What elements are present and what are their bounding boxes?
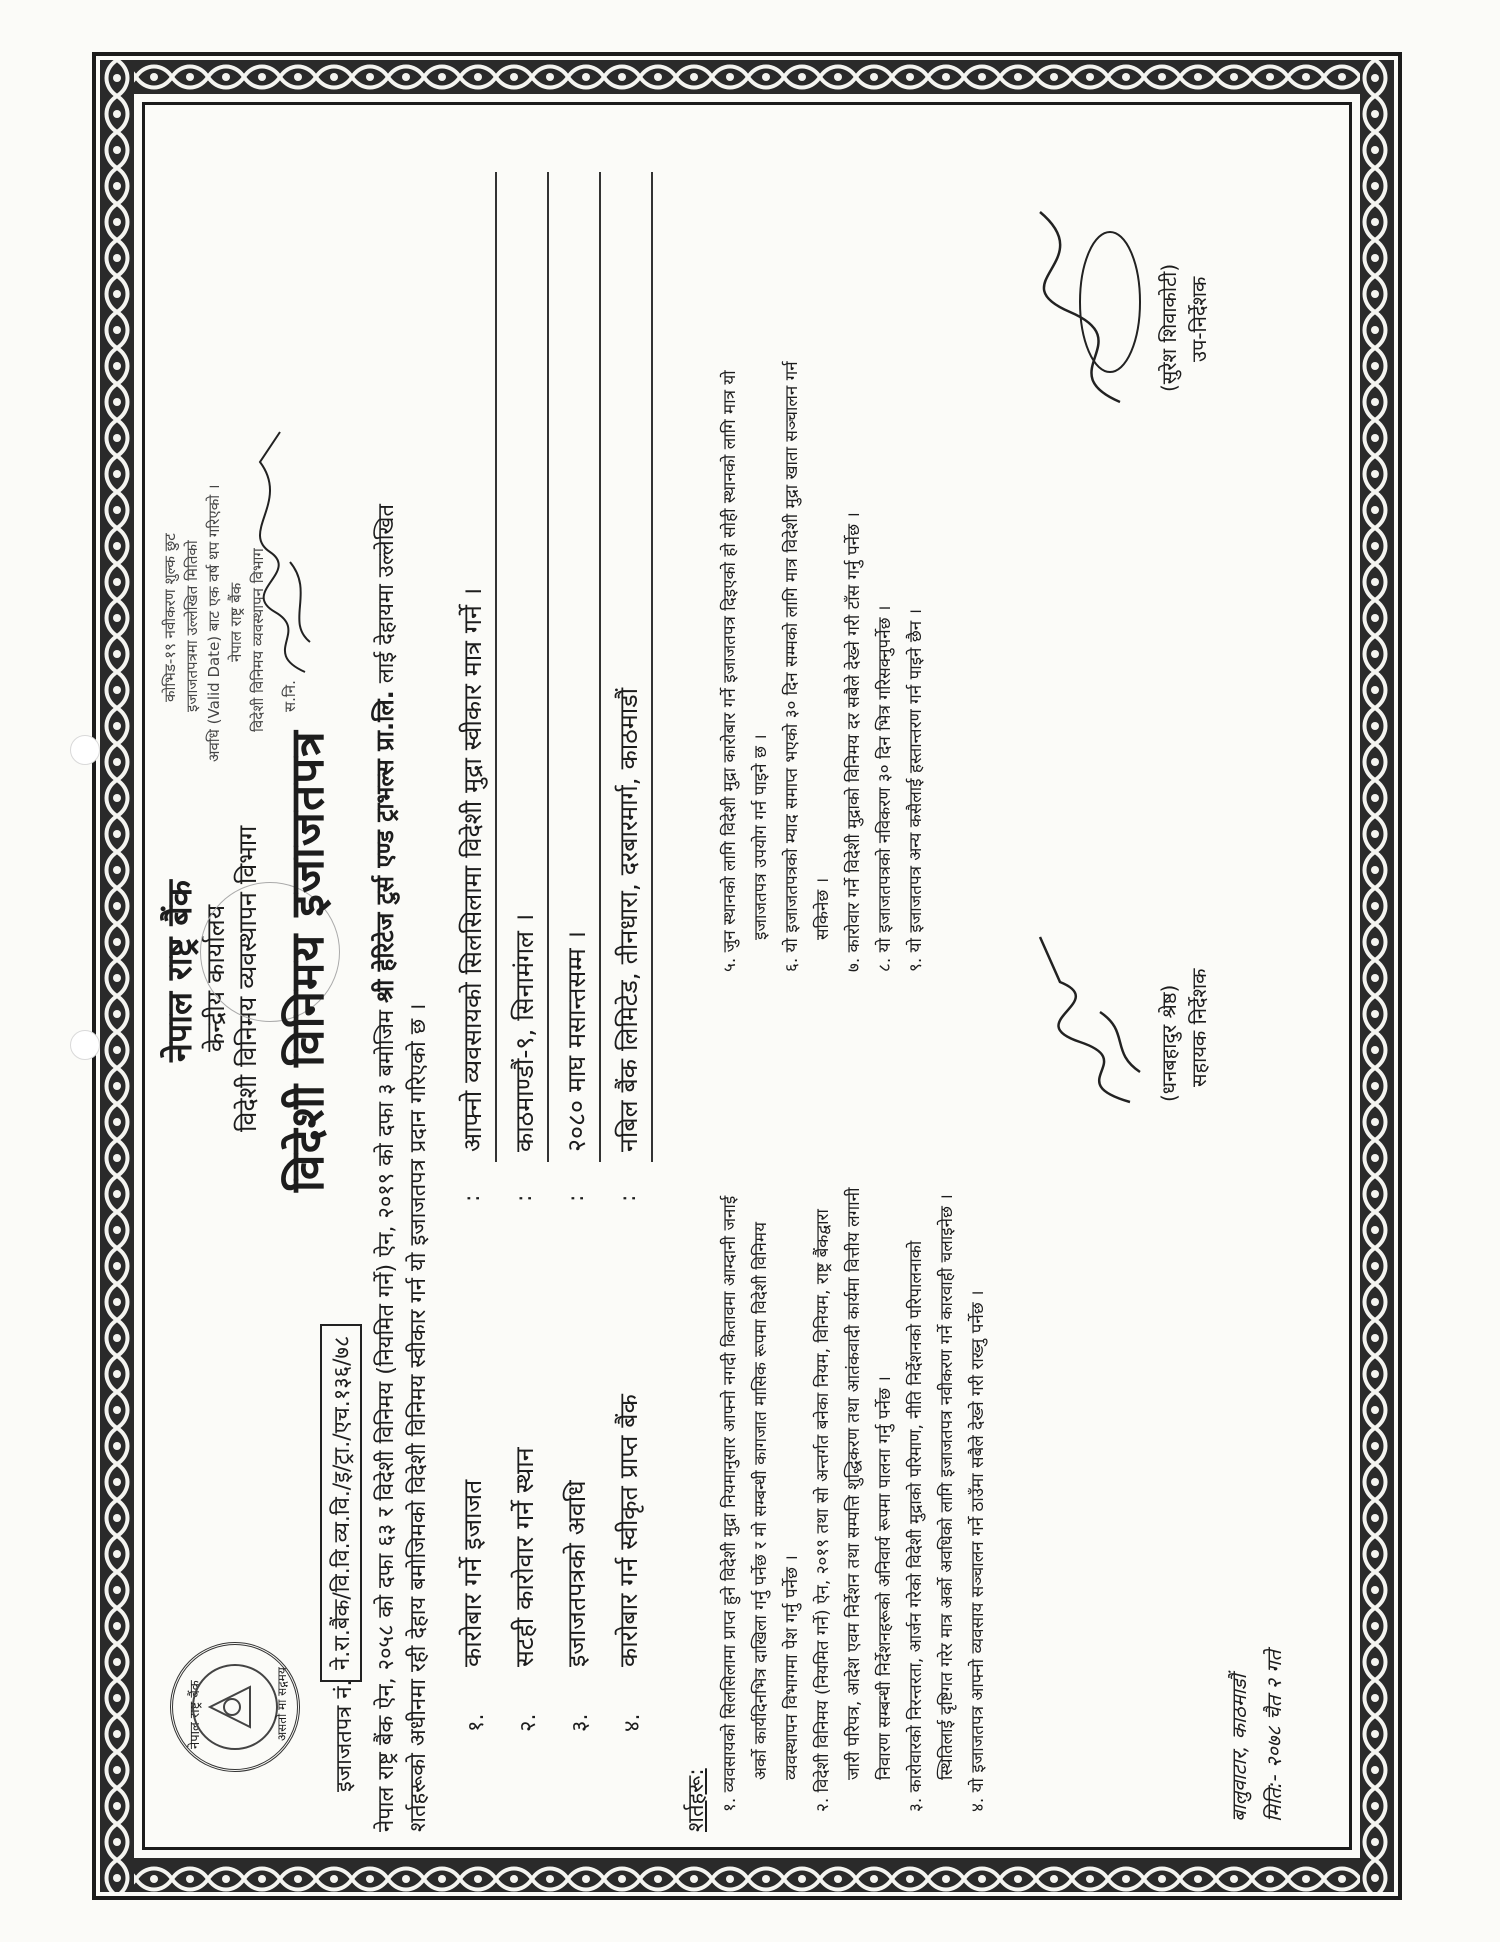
condition-8-line-1: यो इजाजतपत्रको नविकरण ३० दिन भित्र गरिसक्नुपर्नेछ । [875,605,895,953]
field-1-colon: : [460,1194,485,1202]
stamp-line-2: इजाजतपत्रमा उल्लेखित मितिको [183,540,201,712]
intro-line-2: शर्तहरूको अधीनमा रही देहाय बमोजिमको विदेशी विनिमय स्वीकार गर्न यो इजाजतपत्र प्रदान गरिएको छ । [406,1003,431,1832]
conditions-left [715,1188,994,1813]
seal-text-top: नेपाल राष्ट्र बैंक [188,1680,203,1749]
field-1-label: कारोबार गर्ने इजाजत [458,1479,487,1667]
signatory-1-name: (धनबहादुर श्रेष्ठ) [1157,984,1181,1102]
deputy-director-signature-icon [1020,192,1160,412]
condition-7-num: ७. [844,957,864,972]
condition-6 [777,361,808,972]
stamp-line-3: अवधि (Valid Date) बाट एक वर्ष थप गरिएको । [205,484,223,762]
bank-name: नेपाल राष्ट्र बैंक [160,880,200,1062]
field-2-value: काठमाण्डौं-९, सिनामंगल । [510,913,539,1152]
permit-number-label: इजाजतपत्र नं. [332,1679,357,1792]
condition-1 [715,1188,746,1813]
condition-4-num: ४. [968,1797,988,1812]
field-2-colon: : [512,1194,537,1202]
certificate-content [150,110,1345,1842]
condition-7-line-1: कारोवार गर्ने विदेशी मुद्राको विनिमय दर सबैले देख्ने गरी टाँस गर्नु पर्नेछ । [844,512,864,953]
condition-2 [808,1188,839,1813]
field-2-num: २. [516,1713,541,1732]
condition-5-line-2: इजाजतपत्र उपयोग गर्न पाइने छ । [751,734,771,940]
condition-1-line-2: अर्को कार्यदिनभित्र दाखिला गर्नु पर्नेछ र मो सम्बन्धी कागजात मासिक रूपमा विदेशी विनिमय [751,1222,771,1780]
conditions-heading: शर्तहरू: [684,1768,709,1832]
condition-8-num: ८. [875,957,895,972]
stamp-line-4: नेपाल राष्ट्र बैंक [227,582,245,662]
field-1-value: आफ्नो व्यवसायको सिलसिलामा विदेशी मुद्रा स्वीकार मात्र गर्ने । [458,587,487,1152]
field-3-num: ३. [568,1713,593,1732]
condition-1-num: १. [720,1797,740,1812]
department-name: विदेशी विनिमय व्यवस्थापन विभाग [233,825,262,1132]
condition-9 [901,361,932,972]
signatory-2-title: उप-निर्देशक [1187,276,1211,362]
stamp-line-1: कोभिड-१९ नवीकरण शुल्क छुट [161,533,179,702]
field-4-label: कारोबार गर्न स्वीकृत प्राप्त बैंक [614,1394,643,1667]
issue-place: बालुवाटार, काठमाडौं [1227,1674,1251,1822]
punch-hole-top [70,735,100,765]
field-4-colon: : [616,1194,641,1202]
condition-9-line-1: यो इजाजतपत्र अन्य कसैलाई हस्तान्तरण गर्न पाइने छैन । [906,608,926,953]
stamp-line-5: विदेशी विनिमय व्यवस्थापन विभाग [249,548,267,732]
conditions-right [715,361,932,972]
field-1-num: १. [464,1713,489,1732]
condition-4 [963,1188,994,1813]
field-3-label: इजाजतपत्रको अवधि [562,1480,591,1667]
field-3-underline [599,172,601,1162]
field-4-value: नबिल बैंक लिमिटेड, तीनधारा, दरबारमार्ग, काठमाडौं [614,687,643,1152]
condition-2-line-3: निवारण सम्बन्धी निर्देशनहरूको अनिवार्य रूपमा पालना गर्नु पर्नेछ । [875,1376,895,1780]
condition-1-line-3: व्यवस्थापन विभागमा पेश गर्नु पर्नेछ । [782,1555,802,1780]
condition-5-line-1: जुन स्थानको लागि विदेशी मुद्रा कारोबार गर्ने इजाजतपत्र दिइएको हो सोही स्थानको लागि मात्र यो [720,370,740,953]
field-3-colon: : [564,1194,589,1202]
condition-3-line-1: कारोवारको निरन्तरता, आर्जन गरेको विदेशी मुद्राको परिमाण, नीति निर्देशनको परिपालनाको [906,1240,926,1793]
condition-4-line-1: यो इजाजतपत्र आफ्नो व्यवसाय सञ्चालन गर्ने ठाउँमा सबैले देख्ने गरी राख्नु पर्नेछ । [968,1290,988,1793]
certificate-title: विदेशी विनिमय इजाजतपत्र [280,730,334,1192]
assistant-director-signature-icon [1020,922,1160,1122]
field-4-underline [651,172,653,1162]
nrb-round-seal [170,1642,300,1772]
seal-text-bottom: असतो मा सद्गमय [275,1667,289,1741]
field-3-value: २०८० माघ मसान्तसम्म । [562,930,591,1152]
intro-text-post: लाई देहायमा उल्लेखित [374,504,399,684]
issue-date: मिति:- २०७८ चैत २ गते [1262,1650,1286,1822]
intro-text-pre: नेपाल राष्ट्र बैंक ऐन, २०५८ को दफा ६३ र विदेशी विनिमय (नियमित गर्ने) ऐन, २०१९ को दफा ३ बमोजिम [374,1009,399,1832]
condition-6-line-1: यो इजाजतपत्रको म्याद समाप्त भएको ३० दिन सम्मको लागि मात्र विदेशी मुद्रा खाता सञ्चालन गर्न [782,361,802,953]
condition-2-line-1: विदेशी विनिमय (नियमित गर्ने) ऐन, २०१९ तथा सो अन्तर्गत बनेका नियम, विनियम, राष्ट्र बैंकद्वारा [813,1209,833,1793]
field-2-underline [547,172,549,1162]
field-1-underline [495,172,497,1162]
office-name: केन्द्रीय कार्यालय [201,904,230,1052]
field-2-label: सटही कारोवार गर्ने स्थान [510,1447,539,1667]
condition-2-num: २. [813,1797,833,1812]
condition-3 [901,1188,932,1813]
condition-8 [870,361,901,972]
permit-number: ने.रा.बैंक/वि.वि.व्य.वि./इ/ट्रा./एच.१३६/७८ [320,1324,362,1682]
stamp-sign-label: स.नि. [281,680,299,712]
condition-3-num: ३. [906,1797,926,1812]
condition-5 [715,361,746,972]
company-name: श्री हेरिटेज टुर्स एण्ड ट्राभल्स प्रा.लि. [371,690,399,1003]
condition-1-line-1: व्यवसायको सिलसिलामा प्राप्त हुने विदेशी मुद्रा नियमानुसार आफ्नो नगदी कितावमा आम्दानी जनाई [720,1195,740,1793]
condition-2-line-2: जारी परिपत्र, आदेश एवम निर्देशन तथा सम्पत्ति शुद्धिकरण तथा आतंकवादी कार्यमा वित्तीय लगानी [844,1187,864,1780]
intro-line-1 [368,504,401,1832]
condition-3-line-2: स्थितिलाई दृष्टिगत गरेर मात्र अर्को अवधिको लागि इजाजतपत्र नवीकरण गर्ने कारवाही चलाइनेछ । [937,1194,957,1780]
punch-hole-bottom [70,1030,100,1060]
signatory-1-title: सहायक निर्देशक [1187,968,1211,1087]
condition-7 [839,361,870,972]
signatory-2-name: (सुरेश शिवाकोटी) [1157,263,1181,392]
condition-6-num: ६. [782,957,802,972]
field-4-num: ४. [620,1713,645,1732]
condition-5-num: ५. [720,957,740,972]
stamp-signature-icon [250,422,320,682]
condition-9-num: ९. [906,957,926,972]
condition-6-line-2: सकिनेछ । [813,877,833,940]
